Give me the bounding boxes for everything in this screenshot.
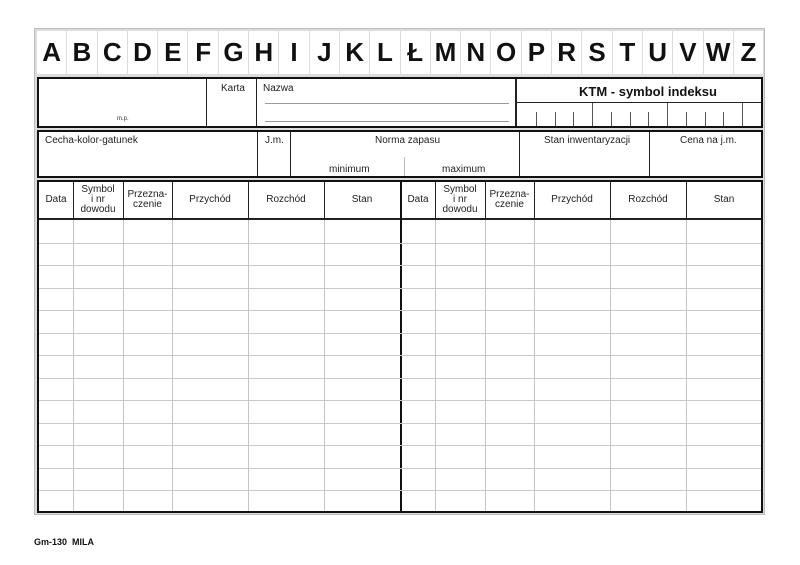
ledger-cell[interactable]	[435, 468, 485, 491]
ledger-cell[interactable]	[610, 468, 686, 491]
ledger-cell[interactable]	[123, 468, 172, 491]
ledger-cell[interactable]	[485, 423, 534, 446]
ledger-cell[interactable]	[39, 243, 73, 266]
ledger-cell[interactable]	[324, 288, 400, 311]
ledger-cell[interactable]	[123, 423, 172, 446]
ledger-cell[interactable]	[248, 220, 324, 243]
index-letter-tab[interactable]: C	[98, 31, 127, 74]
ledger-cell[interactable]	[248, 445, 324, 468]
ledger-cell[interactable]	[248, 355, 324, 378]
ledger-cell[interactable]	[401, 288, 435, 311]
table-row-line	[39, 468, 761, 469]
ledger-cell[interactable]	[73, 355, 123, 378]
column-header: Stan	[351, 194, 373, 205]
ledger-cell[interactable]	[401, 423, 435, 446]
ledger-cell[interactable]	[401, 378, 435, 401]
ledger-cell[interactable]	[435, 490, 485, 513]
ledger-cell[interactable]	[123, 333, 172, 356]
ledger-cell[interactable]	[172, 400, 248, 423]
ledger-cell[interactable]	[610, 310, 686, 333]
ledger-cell[interactable]	[485, 468, 534, 491]
ledger-cell[interactable]	[248, 423, 324, 446]
column-header: Symbol i nr dowodu	[442, 184, 478, 215]
ledger-cell[interactable]	[172, 220, 248, 243]
ledger-cell[interactable]	[248, 243, 324, 266]
ledger-cell[interactable]	[172, 468, 248, 491]
column-header: Przychód	[189, 194, 231, 205]
ledger-cell[interactable]	[435, 265, 485, 288]
stan-inwentaryzacji-field[interactable]	[521, 148, 647, 174]
ledger-cell[interactable]	[534, 378, 610, 401]
norma-label: Norma zapasu	[375, 135, 441, 146]
ledger-cell[interactable]	[324, 490, 400, 513]
ledger-cell[interactable]	[485, 310, 534, 333]
cecha-field[interactable]	[41, 148, 255, 174]
ktm-digit-cell[interactable]	[555, 103, 574, 126]
ledger-cell[interactable]	[610, 243, 686, 266]
ledger-cell[interactable]	[39, 445, 73, 468]
ledger-cell[interactable]	[610, 355, 686, 378]
header-box	[37, 77, 763, 128]
ledger-cell[interactable]	[39, 468, 73, 491]
column-header: Symbol i nr dowodu	[80, 184, 116, 215]
ledger-cell[interactable]	[435, 333, 485, 356]
ledger-cell[interactable]	[485, 400, 534, 423]
table-row-line	[39, 355, 761, 356]
form-code: Gm-130	[34, 537, 68, 547]
ledger-cell[interactable]	[401, 265, 435, 288]
nazwa-field[interactable]	[263, 93, 511, 124]
ledger-cell[interactable]	[485, 445, 534, 468]
ledger-cell[interactable]	[686, 423, 762, 446]
index-letter-tab[interactable]: H	[249, 31, 278, 74]
ledger-cell[interactable]	[123, 310, 172, 333]
ledger-cell[interactable]	[610, 378, 686, 401]
ledger-cell[interactable]	[401, 355, 435, 378]
ledger-cell[interactable]	[73, 378, 123, 401]
ledger-cell[interactable]	[610, 265, 686, 288]
ktm-digit-cell[interactable]	[611, 103, 630, 126]
ledger-cell[interactable]	[686, 288, 762, 311]
table-row-line	[39, 310, 761, 311]
index-letter-tab[interactable]: G	[219, 31, 248, 74]
ledger-cell[interactable]	[485, 355, 534, 378]
table-row-line	[39, 378, 761, 379]
ledger-cell[interactable]	[686, 445, 762, 468]
ledger-cell[interactable]	[73, 400, 123, 423]
ledger-cell[interactable]	[534, 423, 610, 446]
ledger-cell[interactable]	[435, 220, 485, 243]
ledger-cell[interactable]	[172, 445, 248, 468]
ledger-cell[interactable]	[324, 423, 400, 446]
ledger-cell[interactable]	[39, 423, 73, 446]
index-letter-tab[interactable]: I	[279, 31, 308, 74]
ledger-cell[interactable]	[123, 378, 172, 401]
ledger-cell[interactable]	[248, 265, 324, 288]
ledger-cell[interactable]	[73, 445, 123, 468]
ledger-cell[interactable]	[534, 355, 610, 378]
ledger-cell[interactable]	[485, 490, 534, 513]
ledger-cell[interactable]	[435, 445, 485, 468]
index-letter-tab[interactable]: U	[643, 31, 672, 74]
ledger-cell[interactable]	[172, 423, 248, 446]
ledger-cell[interactable]	[73, 310, 123, 333]
nazwa-label: Nazwa	[263, 83, 294, 94]
ledger-cell[interactable]	[172, 378, 248, 401]
ledger-cell[interactable]	[686, 243, 762, 266]
index-letter-tab[interactable]: F	[188, 31, 217, 74]
maximum-field[interactable]	[406, 148, 517, 163]
ledger-cell[interactable]	[123, 220, 172, 243]
ktm-digit-cell[interactable]	[705, 103, 724, 126]
column-header: Stan	[713, 194, 735, 205]
ledger-cell[interactable]	[610, 423, 686, 446]
ledger-cell[interactable]	[401, 490, 435, 513]
ledger-cell[interactable]	[248, 468, 324, 491]
ledger-cell[interactable]	[73, 468, 123, 491]
index-letter-tab[interactable]: Ł	[401, 31, 430, 74]
karta-field[interactable]	[208, 95, 254, 124]
alphabet-index-strip	[37, 31, 763, 74]
ledger-cell[interactable]	[485, 243, 534, 266]
table-row-line	[39, 490, 761, 491]
ledger-cell[interactable]	[39, 355, 73, 378]
ledger-cell[interactable]	[248, 310, 324, 333]
ktm-digit-cell[interactable]	[573, 103, 592, 126]
stamp-field[interactable]	[41, 81, 204, 124]
ledger-cell[interactable]	[435, 400, 485, 423]
ledger-cell[interactable]	[39, 400, 73, 423]
table-row-line	[39, 265, 761, 266]
ledger-cell[interactable]	[123, 490, 172, 513]
index-letter-tab[interactable]: A	[37, 31, 66, 74]
ledger-cell[interactable]	[39, 220, 73, 243]
ledger-cell[interactable]	[401, 445, 435, 468]
ledger-cell[interactable]	[485, 288, 534, 311]
table-row-line	[39, 333, 761, 334]
index-letter-tab[interactable]: W	[704, 31, 733, 74]
ledger-cell[interactable]	[610, 400, 686, 423]
ledger-cell[interactable]	[39, 265, 73, 288]
ledger-cell[interactable]	[39, 333, 73, 356]
ledger-cell[interactable]	[534, 400, 610, 423]
ledger-cell[interactable]	[686, 355, 762, 378]
ledger-cell[interactable]	[435, 310, 485, 333]
ledger-cell[interactable]	[610, 333, 686, 356]
ledger-cell[interactable]	[534, 333, 610, 356]
maximum-label: maximum	[442, 164, 486, 175]
ledger-cell[interactable]	[172, 265, 248, 288]
ledger-cell[interactable]	[534, 310, 610, 333]
ledger-cell[interactable]	[534, 490, 610, 513]
ledger-cell[interactable]	[39, 378, 73, 401]
ktm-digit-cell[interactable]	[648, 103, 667, 126]
ledger-cell[interactable]	[73, 288, 123, 311]
ledger-cell[interactable]	[123, 445, 172, 468]
index-letter-tab[interactable]: V	[673, 31, 702, 74]
ledger-cell[interactable]	[686, 333, 762, 356]
ledger-cell[interactable]	[401, 310, 435, 333]
index-letter-tab[interactable]: N	[461, 31, 490, 74]
ledger-cell[interactable]	[172, 490, 248, 513]
ledger-cell[interactable]	[172, 243, 248, 266]
form-footer	[34, 537, 94, 547]
index-letter-tab[interactable]: Z	[734, 31, 763, 74]
ledger-cell[interactable]	[123, 355, 172, 378]
ledger-cell[interactable]	[248, 333, 324, 356]
ledger-cell[interactable]	[435, 423, 485, 446]
ledger-cell[interactable]	[534, 445, 610, 468]
ledger-cell[interactable]	[485, 220, 534, 243]
ledger-cell[interactable]	[248, 288, 324, 311]
ledger-cell[interactable]	[435, 355, 485, 378]
ledger-cell[interactable]	[73, 220, 123, 243]
ledger-cell[interactable]	[534, 220, 610, 243]
stan-inwentaryzacji-label: Stan inwentaryzacji	[544, 135, 631, 146]
ledger-cell[interactable]	[172, 355, 248, 378]
ledger-cell[interactable]	[324, 468, 400, 491]
index-letter-tab[interactable]: S	[582, 31, 611, 74]
table-row-line	[39, 423, 761, 424]
index-letter-tab[interactable]: R	[552, 31, 581, 74]
ledger-cell[interactable]	[610, 220, 686, 243]
column-header: Data	[407, 194, 429, 205]
index-letter-tab[interactable]: M	[431, 31, 460, 74]
index-letter-tab[interactable]: D	[128, 31, 157, 74]
column-header: Rozchód	[266, 194, 306, 205]
jm-field[interactable]	[259, 148, 289, 174]
cena-field[interactable]	[651, 148, 759, 174]
ledger-cell[interactable]	[324, 378, 400, 401]
ledger-cell[interactable]	[123, 400, 172, 423]
ledger-cell[interactable]	[610, 490, 686, 513]
ledger-cell[interactable]	[324, 243, 400, 266]
ledger-cell[interactable]	[686, 468, 762, 491]
ledger-cell[interactable]	[248, 400, 324, 423]
ledger-cell[interactable]	[324, 265, 400, 288]
index-letter-tab[interactable]: B	[67, 31, 96, 74]
column-header: Przezna- czenie	[489, 189, 530, 210]
ktm-digit-cell[interactable]	[723, 103, 742, 126]
index-letter-tab[interactable]: O	[491, 31, 520, 74]
ktm-title: KTM - symbol indeksu	[579, 84, 717, 99]
ledger-cell[interactable]	[324, 310, 400, 333]
index-letter-tab[interactable]: K	[340, 31, 369, 74]
ktm-digit-cell[interactable]	[630, 103, 649, 126]
stamp-label: m.p.	[117, 116, 129, 122]
ledger-cell[interactable]	[686, 400, 762, 423]
ledger-cell[interactable]	[123, 288, 172, 311]
ledger-cell[interactable]	[610, 288, 686, 311]
ledger-cell[interactable]	[248, 378, 324, 401]
ktm-digit-cell[interactable]	[536, 103, 555, 126]
table-row-line	[39, 445, 761, 446]
info-box	[37, 130, 763, 178]
ledger-cell[interactable]	[39, 490, 73, 513]
ledger-cell[interactable]	[534, 288, 610, 311]
ledger-cell[interactable]	[534, 265, 610, 288]
ledger-cell[interactable]	[435, 378, 485, 401]
jm-label: J.m.	[265, 135, 284, 146]
ledger-cell[interactable]	[123, 265, 172, 288]
ledger-cell[interactable]	[401, 468, 435, 491]
ledger-cell[interactable]	[73, 423, 123, 446]
ledger-cell[interactable]	[610, 445, 686, 468]
ledger-cell[interactable]	[485, 333, 534, 356]
ledger-cell[interactable]	[172, 310, 248, 333]
ledger-cell[interactable]	[686, 310, 762, 333]
ktm-digit-cell[interactable]	[517, 103, 536, 126]
ledger-cell[interactable]	[401, 333, 435, 356]
cecha-label: Cecha-kolor-gatunek	[45, 135, 138, 146]
ledger-cell[interactable]	[73, 243, 123, 266]
ledger-cell[interactable]	[686, 265, 762, 288]
ktm-digit-cell[interactable]	[686, 103, 705, 126]
ledger-cell[interactable]	[324, 333, 400, 356]
ledger-cell[interactable]	[172, 288, 248, 311]
table-row-line	[39, 400, 761, 401]
ledger-cell[interactable]	[39, 288, 73, 311]
index-letter-tab[interactable]: P	[522, 31, 551, 74]
ledger-cell[interactable]	[324, 400, 400, 423]
ledger-cell[interactable]	[485, 265, 534, 288]
ledger-cell[interactable]	[534, 468, 610, 491]
column-header: Data	[45, 194, 67, 205]
ledger-cell[interactable]	[401, 243, 435, 266]
ledger-cell[interactable]	[686, 490, 762, 513]
ledger-cell[interactable]	[686, 220, 762, 243]
column-header: Przychód	[551, 194, 593, 205]
ktm-digit-cell[interactable]	[667, 103, 686, 126]
karta-label: Karta	[221, 83, 245, 94]
minimum-label: minimum	[329, 164, 370, 175]
table-row-line	[39, 288, 761, 289]
index-letter-tab[interactable]: J	[310, 31, 339, 74]
brand-name: MILA	[72, 537, 95, 547]
ledger-cell[interactable]	[401, 220, 435, 243]
ledger-cell[interactable]	[172, 333, 248, 356]
ledger-cell[interactable]	[73, 265, 123, 288]
ledger-cell[interactable]	[248, 490, 324, 513]
cena-label: Cena na j.m.	[680, 135, 737, 146]
ledger-cell[interactable]	[435, 243, 485, 266]
ledger-cell[interactable]	[324, 220, 400, 243]
ledger-cell[interactable]	[485, 378, 534, 401]
ledger-table	[37, 180, 763, 513]
ktm-digit-cell[interactable]	[592, 103, 611, 126]
ledger-cell[interactable]	[39, 310, 73, 333]
ktm-digit-cell[interactable]	[742, 103, 761, 126]
index-letter-tab[interactable]: L	[370, 31, 399, 74]
ledger-cell[interactable]	[401, 400, 435, 423]
ledger-cell[interactable]	[73, 333, 123, 356]
minimum-field[interactable]	[292, 148, 402, 163]
table-row-line	[39, 243, 761, 244]
column-header: Przezna- czenie	[127, 189, 168, 210]
index-letter-tab[interactable]: E	[158, 31, 187, 74]
ledger-cell[interactable]	[324, 355, 400, 378]
ledger-cell[interactable]	[435, 288, 485, 311]
column-header: Rozchód	[628, 194, 668, 205]
ledger-cell[interactable]	[324, 445, 400, 468]
ledger-cell[interactable]	[123, 243, 172, 266]
index-letter-tab[interactable]: T	[613, 31, 642, 74]
ledger-cell[interactable]	[73, 490, 123, 513]
ledger-cell[interactable]	[534, 243, 610, 266]
ledger-cell[interactable]	[686, 378, 762, 401]
